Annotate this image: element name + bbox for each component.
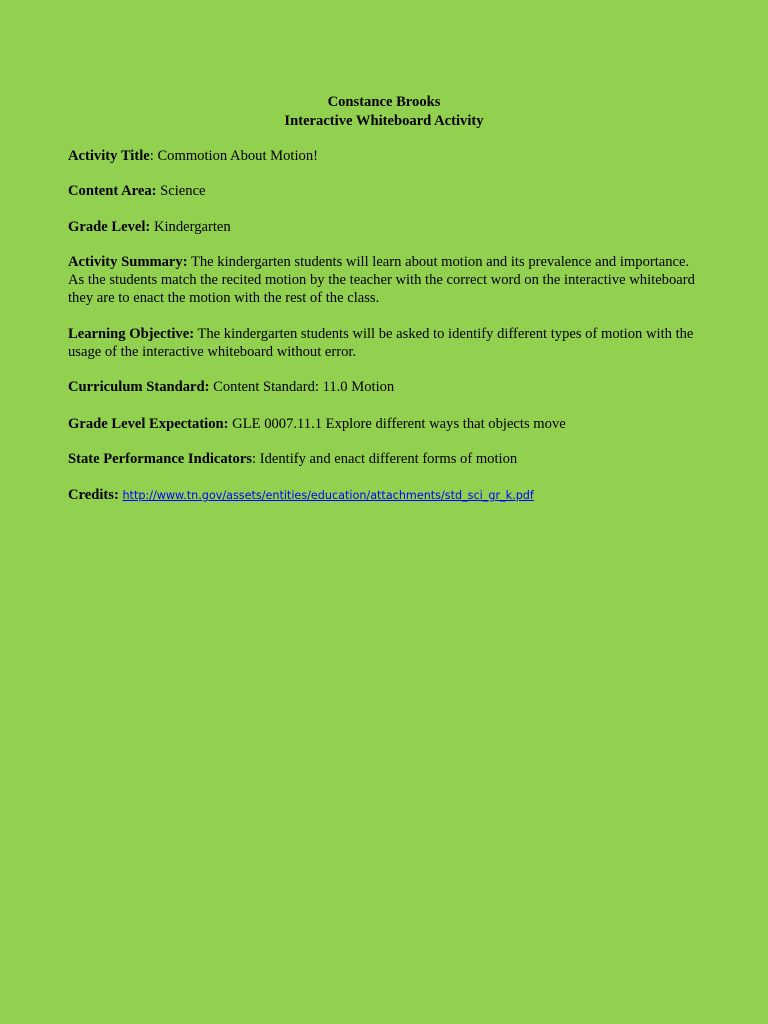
document-title: Interactive Whiteboard Activity <box>284 112 484 129</box>
curriculum-standard-label: Curriculum Standard: <box>68 379 210 395</box>
state-performance-indicators-separator: : <box>252 451 260 467</box>
grade-level-label: Grade Level: <box>68 219 151 235</box>
content-area-label: Content Area: <box>68 183 157 199</box>
credits-field <box>68 486 700 505</box>
activity-title-field <box>68 147 700 165</box>
content-area-value: Science <box>160 183 206 199</box>
activity-title-label: Activity Title <box>68 148 150 164</box>
learning-objective-value: The kindergarten students will be asked to identify different types of motion with the usage of the interactive whiteboard without error. <box>68 326 694 360</box>
author-name: Constance Brooks <box>327 94 441 110</box>
learning-objective-label: Learning Objective: <box>68 326 195 342</box>
grade-level-expectation-label: Grade Level Expectation: <box>68 416 229 432</box>
grade-level-field <box>68 218 700 236</box>
activity-summary-value: The kindergarten students will learn about motion and its prevalence and importance. As the students match the recited motion by the teacher with the correct word on the interactive whiteboard they are to enact the motion with the rest of the class. <box>68 254 695 306</box>
state-performance-indicators-label: State Performance Indicators <box>68 451 252 467</box>
grade-level-value: Kindergarten <box>153 219 231 235</box>
activity-summary-field <box>68 253 700 307</box>
grade-level-expectation-value: GLE 0007.11.1 Explore different ways that objects move <box>232 416 566 432</box>
document-header <box>0 93 768 130</box>
learning-objective-field <box>68 325 700 361</box>
activity-title-value: Commotion About Motion! <box>157 148 318 164</box>
activity-summary-label: Activity Summary: <box>68 254 188 270</box>
curriculum-standard-field <box>68 378 700 396</box>
state-performance-indicators-value: Identify and enact different forms of motion <box>259 451 518 467</box>
state-performance-indicators-field <box>68 450 700 468</box>
activity-title-separator: : <box>149 148 158 164</box>
content-area-field <box>68 182 700 200</box>
curriculum-standard-value: Content Standard: 11.0 Motion <box>213 379 395 395</box>
credits-link[interactable]: http://www.tn.gov/assets/entities/education/attachments/std_sci_gr_k.pdf <box>122 489 534 502</box>
grade-level-expectation-field <box>68 415 700 433</box>
credits-label: Credits: <box>68 487 119 503</box>
